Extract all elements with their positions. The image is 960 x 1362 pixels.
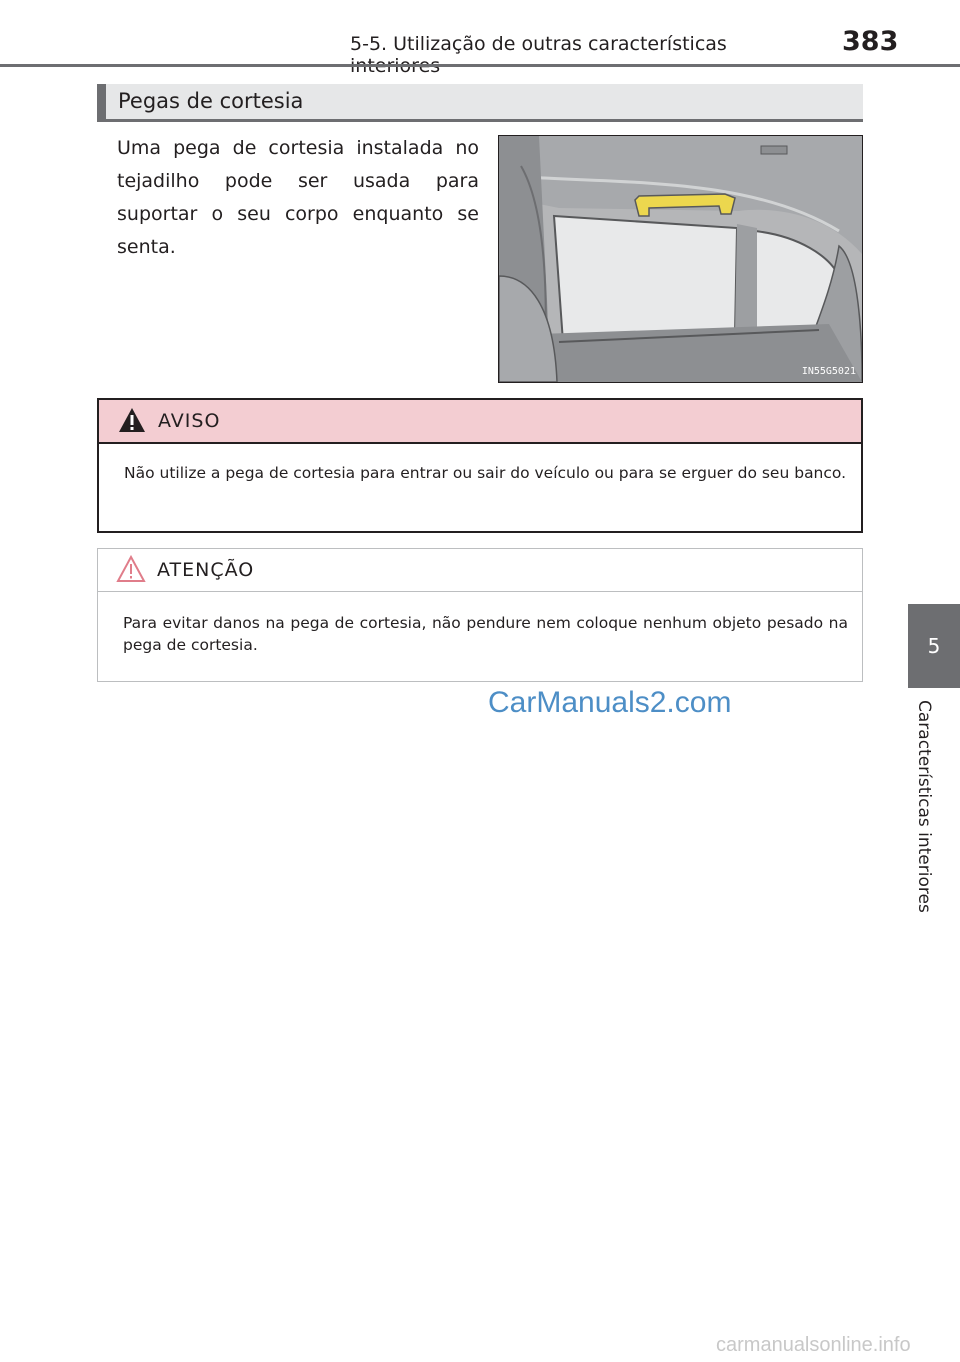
caution-title: ATENÇÃO (157, 559, 255, 581)
car-interior-drawing (499, 136, 862, 382)
section-heading-bar (97, 84, 863, 122)
warning-title: AVISO (158, 410, 221, 432)
footer-watermark: carmanualsonline.info (716, 1334, 911, 1356)
warning-text: Não utilize a pega de cortesia para entrar ou sair do veículo ou para se erguer do seu banco. (124, 464, 847, 482)
section-title: Pegas de cortesia (118, 89, 304, 113)
assist-grip (635, 194, 735, 216)
watermark-link[interactable]: CarManuals2.com (488, 686, 732, 719)
page-header-title: 5-5. Utilização de outras características (350, 33, 727, 55)
warning-icon (117, 406, 147, 434)
caution-icon (116, 555, 146, 583)
intro-paragraph: Uma pega de cortesia instalada no tejadilho pode ser usada para suportar o seu corpo enquanto se senta. (117, 137, 479, 258)
caution-box (97, 548, 863, 682)
page-number: 383 (842, 26, 899, 57)
figure-code: IN55G5021 (801, 366, 856, 377)
header-divider (0, 64, 960, 67)
assist-grip-illustration (498, 135, 863, 383)
caution-header (98, 549, 862, 592)
chapter-label: Características interiores (914, 700, 934, 913)
caution-text: Para evitar danos na pega de cortesia, não pendure nem coloque nenhum objeto pesado na pega de cortesia. (123, 614, 848, 654)
warning-box (97, 398, 863, 533)
chapter-tab: 5 (908, 604, 960, 688)
warning-header (99, 400, 861, 444)
